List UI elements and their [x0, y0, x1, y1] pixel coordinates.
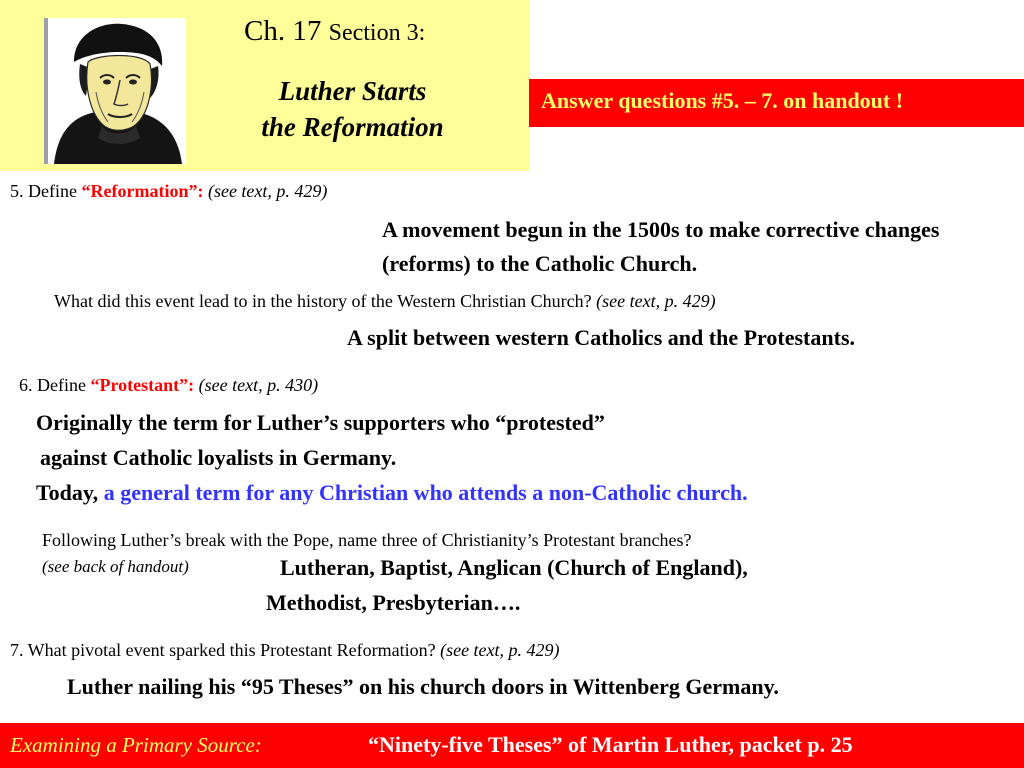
answer-6-followup-line2: Methodist, Presbyterian…. — [266, 590, 521, 615]
question-6-followup-source: (see back of handout) — [42, 557, 189, 576]
question-6-followup: Following Luther’s break with the Pope, name three of Christianity’s Protestant branches? — [42, 530, 692, 550]
question-5-prefix: 5. Define — [10, 181, 82, 201]
instruction-text: Answer questions #5. – 7. on handout ! — [541, 88, 904, 113]
chapter-heading — [244, 15, 425, 48]
question-6 — [19, 375, 318, 396]
question-5 — [10, 181, 327, 202]
chapter-number: Ch. 17 — [244, 15, 322, 47]
footer-lead: Examining a Primary Source: — [10, 733, 262, 757]
section-title-line1: Luther Starts — [278, 76, 427, 106]
footer-banner — [0, 723, 1024, 768]
question-5-followup — [54, 291, 716, 312]
answer-6-today — [36, 480, 748, 506]
question-7-source: (see text, p. 429) — [440, 640, 560, 660]
section-title — [200, 73, 505, 145]
question-6-source: (see text, p. 430) — [194, 375, 319, 395]
question-5-followup-text: What did this event lead to in the history of the Western Christian Church? — [54, 291, 597, 311]
answer-5-followup: A split between western Catholics and the Protestants. — [347, 325, 856, 350]
title-box — [0, 0, 529, 171]
section-number: Section 3: — [328, 20, 426, 46]
question-6-prefix: 6. Define — [19, 375, 91, 395]
question-5-followup-source: (see text, p. 429) — [596, 291, 716, 311]
portrait-frame — [44, 18, 186, 164]
answer-6-followup-line1: Lutheran, Baptist, Anglican (Church of England), — [280, 555, 748, 580]
question-6-term: “Protestant”: — [90, 375, 195, 395]
answer-5: A movement begun in the 1500s to make corrective changes (reforms) to the Catholic Church. — [382, 217, 940, 276]
instruction-banner — [529, 79, 1024, 127]
footer-text: “Ninety-five Theses” of Martin Luther, packet p. 25 — [368, 732, 853, 757]
question-5-term: “Reformation”: — [81, 181, 204, 201]
answer-6-today-label: Today, — [36, 480, 104, 505]
question-5-source: (see text, p. 429) — [203, 181, 328, 201]
question-7-text: 7. What pivotal event sparked this Protestant Reformation? — [10, 640, 441, 660]
answer-7: Luther nailing his “95 Theses” on his church doors in Wittenberg Germany. — [67, 674, 779, 699]
martin-luther-portrait-icon — [44, 18, 186, 164]
section-title-line2: the Reformation — [261, 112, 444, 142]
answer-6-line2: against Catholic loyalists in Germany. — [40, 445, 397, 470]
answer-6-today-text: a general term for any Christian who attends a non-Catholic church. — [103, 480, 748, 505]
answer-6-line1: Originally the term for Luther’s supporters who “protested” — [36, 410, 605, 435]
question-7 — [10, 640, 560, 661]
